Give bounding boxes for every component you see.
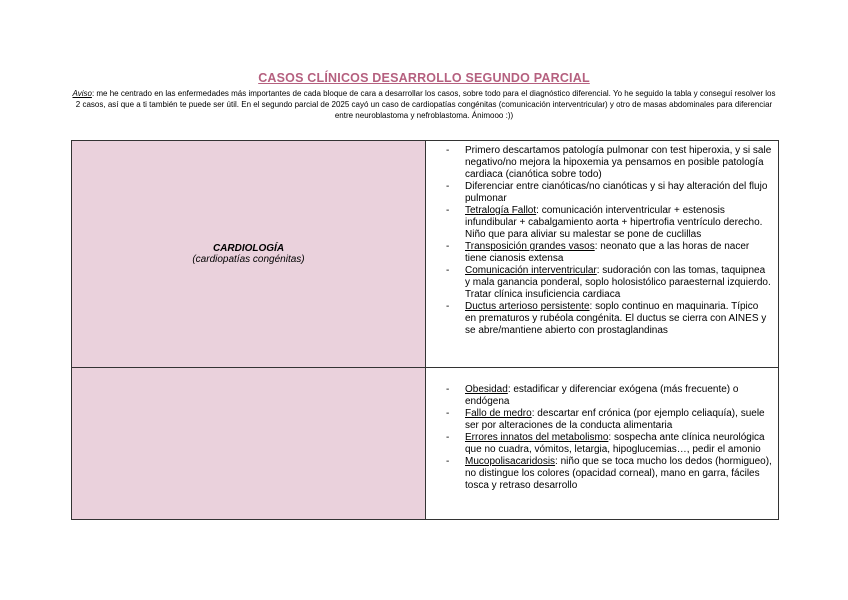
item-term: Comunicación interventricular — [465, 265, 597, 276]
list-item: - Comunicación interventricular: sudoración con las tomas, taquipnea y mala ganancia ponderal, soplo holosistólico paraesternal izquierdo. Tratar clínica insuficiencia cardiaca — [446, 265, 771, 300]
page-title: CASOS CLÍNICOS DESARROLLO SEGUNDO PARCIAL — [258, 71, 590, 85]
list-item: - Mucopolisacaridosis: niño que se toca mucho los dedos (hormigueo), no distingue los colores (opacidad corneal), mano en garra, fáciles tosca y retraso desarrollo — [446, 456, 772, 491]
list-item: - Diferenciar entre cianóticas/no cianóticas y si hay alteración del flujo pulmonar — [446, 181, 768, 204]
category-cell — [72, 368, 426, 520]
item-term: Tetralogía Fallot — [465, 205, 537, 216]
item-term: Ductus arterioso persistente — [465, 301, 590, 312]
list-item: - Errores innatos del metabolismo: sospecha ante clínica neurológica que no cuadra, vómitos, letargia, hipoglucemias…, pedir el amonio — [446, 432, 765, 455]
category-cell — [72, 141, 426, 368]
table-row — [72, 141, 779, 368]
list-item: - Primero descartamos patología pulmonar con test hiperoxia, y si sale negativo/no mejora la hipoxemia ya pensamos en posible patología cardiaca (cianótica sobre todo) — [446, 145, 772, 180]
item-text: : neonato que a las horas de nacer tiene cianosis extensa — [465, 241, 750, 264]
item-text: : niño que se toca mucho los dedos (hormigueo), no distingue los colores (opacidad corneal), mano en garra, fáciles tosca y retraso desarrollo — [465, 456, 772, 491]
items-list — [426, 368, 778, 492]
items-list — [426, 141, 778, 337]
content-cell — [426, 141, 779, 368]
item-term: Mucopolisacaridosis — [465, 456, 556, 467]
item-term: Transposición grandes vasos — [465, 241, 595, 252]
notice-label: Aviso — [72, 89, 92, 98]
list-item: - Transposición grandes vasos: neonato que a las horas de nacer tiene cianosis extensa — [446, 241, 750, 264]
list-item: - Tetralogía Fallot: comunicación interventricular + estenosis infundibular + cabalgamiento aorta + hipertrofia ventrículo derecho. Niño que para aliviar su malestar se pone de cuclillas — [446, 205, 763, 240]
item-text: : soplo continuo en maquinaria. Típico en prematuros y rubéola congénita. El ductus se cierra con AINES y se abre/mantiene abierto con prostaglandinas — [465, 301, 767, 336]
category-title: CARDIOLOGÍA — [212, 243, 285, 254]
item-text: Primero descartamos patología pulmonar con test hiperoxia, y si sale negativo/no mejora la hipoxemia ya pensamos en posible patología cardiaca (cianótica sobre todo) — [465, 145, 772, 180]
list-item: - Fallo de medro: descartar enf crónica (por ejemplo celiaquía), suele ser por alteraciones de la conducta alimentaria — [446, 408, 765, 431]
item-text: : sudoración con las tomas, taquipnea y mala ganancia ponderal, soplo holosistólico paraesternal izquierdo. Tratar clínica insuficiencia cardiaca — [465, 265, 771, 300]
item-text: : descartar enf crónica (por ejemplo celiaquía), suele ser por alteraciones de la conducta alimentaria — [465, 408, 765, 431]
item-term: Obesidad — [465, 384, 508, 395]
item-term: Fallo de medro — [465, 408, 532, 419]
item-text: : comunicación interventricular + estenosis infundibular + cabalgamiento aorta + hipertrofia ventrículo derecho. Niño que para aliviar su malestar se pone de cuclillas — [465, 205, 763, 240]
item-text: : estadificar y diferenciar exógena (más frecuente) o endógena — [465, 384, 739, 407]
content-cell — [426, 368, 779, 520]
table-row — [72, 368, 779, 520]
notice-paragraph — [70, 88, 778, 121]
notice-text: : me he centrado en las enfermedades más importantes de cada bloque de cara a desarrollar los casos, sobre todo para el diagnóstico diferencial. Yo he seguido la tabla y conseguí resolver los 2 casos, así que a ti también te puede ser útil. En el segundo parcial de 2025 cayó un caso de cardiopatías congénitas (comunicación interventricular) y otro de masas abdominales para diferenciar entre neuroblastoma y nefroblastoma. Ánimooo :)) — [75, 89, 776, 120]
item-term: Errores innatos del metabolismo — [465, 432, 609, 443]
list-item: - Ductus arterioso persistente: soplo continuo en maquinaria. Típico en prematuros y rubéola congénita. El ductus se cierra con AINES y se abre/mantiene abierto con prostaglandinas — [446, 301, 767, 336]
list-item: - Obesidad: estadificar y diferenciar exógena (más frecuente) o endógena — [446, 384, 739, 407]
cases-table — [71, 140, 779, 520]
item-text: Diferenciar entre cianóticas/no cianóticas y si hay alteración del flujo pulmonar — [465, 181, 768, 204]
item-text: : sospecha ante clínica neurológica que no cuadra, vómitos, letargia, hipoglucemias…, pedir el amonio — [465, 432, 765, 455]
category-subtitle: (cardiopatías congénitas) — [192, 254, 305, 265]
